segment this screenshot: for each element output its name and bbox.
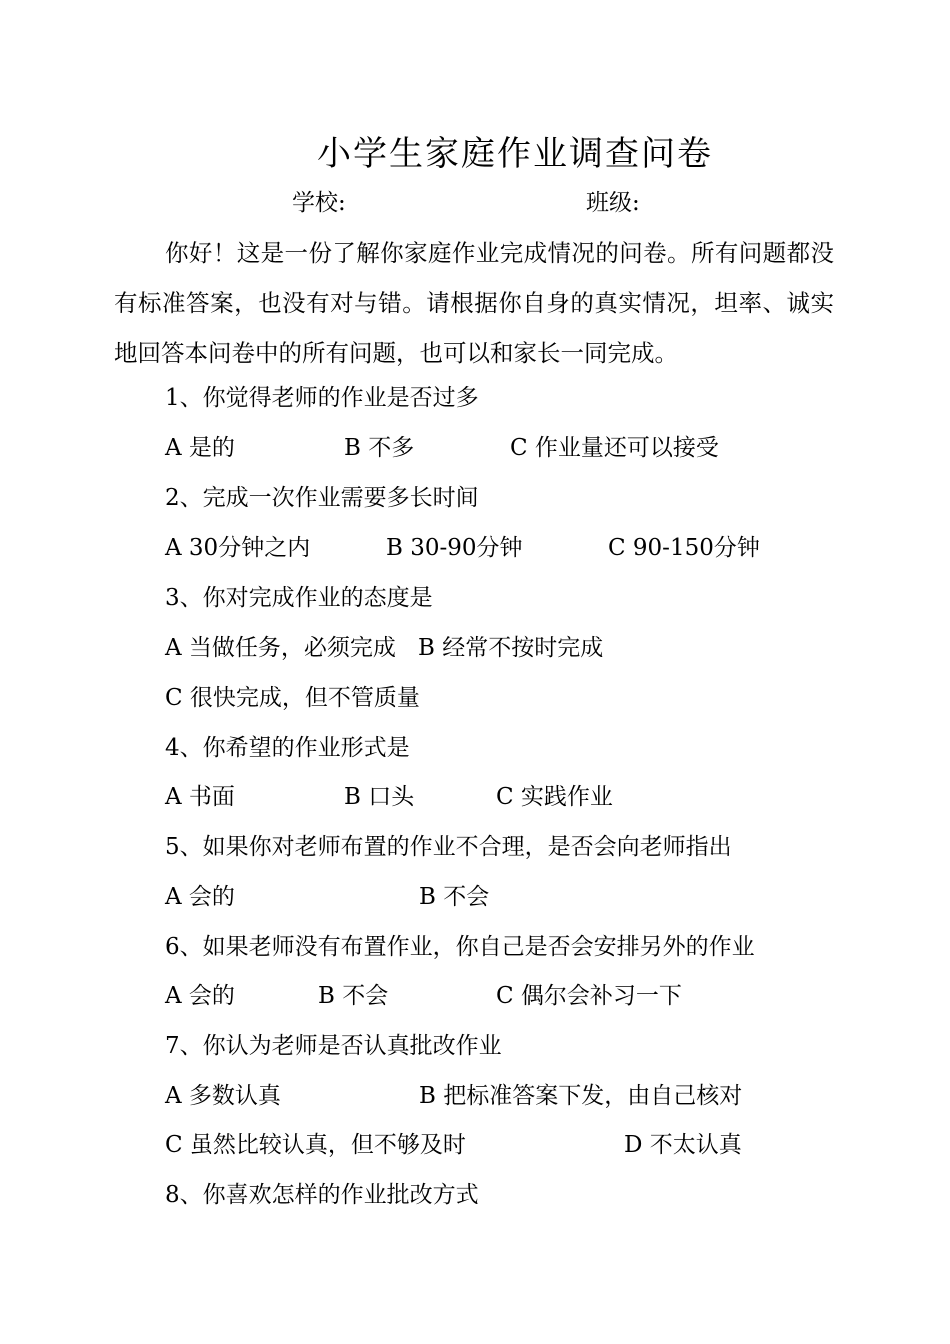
question-3-option-a: A 当做任务，必须完成 (165, 635, 396, 661)
question-3-option-b: B 经常不按时完成 (418, 635, 604, 661)
question-2-option-a: A 30分钟之内 (165, 535, 311, 561)
question-4-text: 4、你希望的作业形式是 (165, 735, 410, 761)
question-1-option-b: B 不多 (344, 435, 415, 461)
question-2-option-b: B 30-90分钟 (386, 535, 523, 561)
question-4-option-a: A 书面 (165, 784, 235, 810)
question-1-text: 1、你觉得老师的作业是否过多 (165, 385, 479, 411)
question-6-option-b: B 不会 (318, 983, 389, 1009)
question-6-option-a: A 会的 (165, 983, 235, 1009)
question-4-option-b: B 口头 (344, 784, 415, 810)
question-5-text: 5、如果你对老师布置的作业不合理，是否会向老师指出 (165, 834, 732, 860)
question-3-option-c: C 很快完成，但不管质量 (165, 685, 420, 711)
document-title: 小学生家庭作业调查问卷 (317, 134, 713, 174)
question-7-option-a: A 多数认真 (165, 1083, 281, 1109)
question-2-text: 2、完成一次作业需要多长时间 (165, 485, 479, 511)
question-7-option-c: C 虽然比较认真，但不够及时 (165, 1132, 466, 1158)
intro-paragraph: 你好！这是一份了解你家庭作业完成情况的问卷。所有问题都没有标准答案，也没有对与错。请根据你自身的真实情况，坦率、诚实地回答本问卷中的所有问题，也可以和家长一同完成。 (114, 239, 834, 367)
question-3-text: 3、你对完成作业的态度是 (165, 585, 433, 611)
question-4-option-c: C 实践作业 (496, 784, 613, 810)
question-1-option-a: A 是的 (165, 435, 235, 461)
question-8-text: 8、你喜欢怎样的作业批改方式 (165, 1182, 479, 1208)
class-label: 班级: (586, 190, 640, 216)
question-5-option-a: A 会的 (165, 884, 235, 910)
question-7-option-b: B 把标准答案下发，由自己核对 (419, 1083, 743, 1109)
question-6-text: 6、如果老师没有布置作业，你自己是否会安排另外的作业 (165, 934, 755, 960)
question-7-text: 7、你认为老师是否认真批改作业 (165, 1033, 502, 1059)
question-7-option-d: D 不太认真 (624, 1132, 742, 1158)
question-1-option-c: C 作业量还可以接受 (510, 435, 719, 461)
question-6-option-c: C 偶尔会补习一下 (496, 983, 682, 1009)
question-5-option-b: B 不会 (419, 884, 490, 910)
question-2-option-c: C 90-150分钟 (608, 535, 760, 561)
school-label: 学校: (292, 190, 346, 216)
